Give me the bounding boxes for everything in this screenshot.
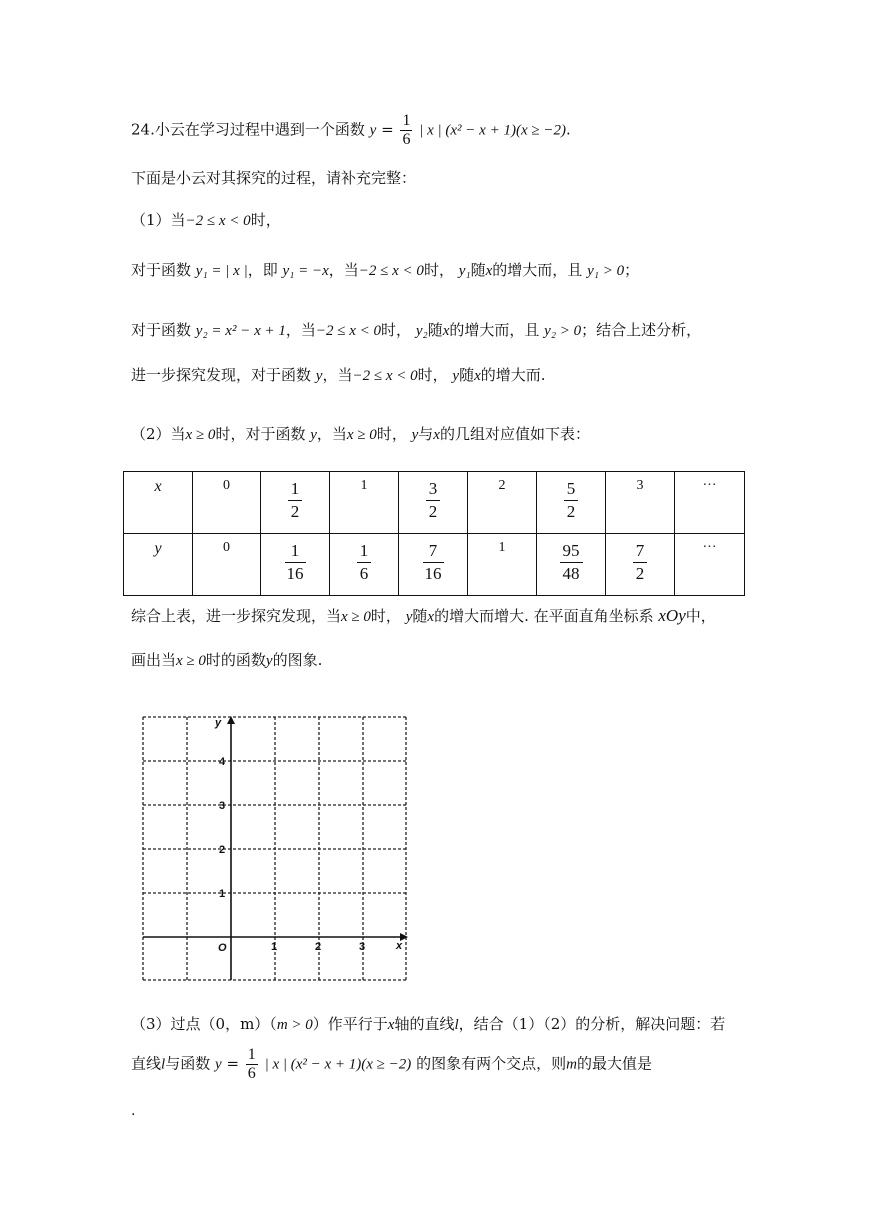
frac-den: 2 (635, 564, 645, 583)
x-cell: 3 (606, 472, 675, 534)
frac-den: 2 (428, 502, 438, 521)
x-row (124, 472, 745, 534)
frac-den: 2 (566, 502, 576, 521)
part1-heading (131, 210, 281, 231)
p3-l2-y: y (214, 1056, 222, 1073)
frac-den: 6 (359, 564, 369, 583)
p3-l2-m1: l (161, 1056, 166, 1073)
p2-m3: x ≥ 0 (346, 427, 377, 443)
func-rest: | x | (x² − x + 1)(x ≥ −2) (419, 122, 566, 139)
at-m3: x (427, 609, 435, 625)
at-t1: 综合上表，进一步探究发现，当 (131, 607, 342, 625)
frac-num: 1 (285, 540, 306, 563)
part2-line (131, 424, 590, 445)
x-fraction (564, 478, 579, 523)
p1b-t6: ；结合上述分析， (581, 321, 702, 339)
dl-t3: 的图象. (272, 651, 323, 669)
p1-cond: −2 ≤ x < 0 (185, 213, 251, 229)
p1a-m6: y₁ > 0 (587, 263, 625, 279)
p1c-m4: x (474, 368, 481, 384)
x-cell: 1 (330, 472, 399, 534)
x-cell (399, 472, 468, 534)
p3-frac-num: 1 (247, 1046, 256, 1063)
p3-m3: l (454, 1017, 459, 1033)
p3-t1: （3）过点（0，m）（ (131, 1015, 277, 1033)
p1b-t2: ，当 (285, 321, 316, 339)
dl-t1: 画出当 (131, 651, 177, 669)
x-tick-1: 1 (271, 941, 278, 953)
part3-line-2 (131, 1046, 652, 1083)
frac-num: 95 (560, 540, 583, 563)
after-table-line (131, 606, 716, 627)
y-axis-label: y (215, 717, 222, 729)
p1a-t4: 时， (423, 261, 454, 279)
p3-m1: m > 0 (276, 1017, 313, 1033)
y-cell (330, 534, 399, 596)
x-fraction (426, 478, 441, 523)
p3-fraction (246, 1046, 258, 1083)
y-cell (399, 534, 468, 596)
p2-t6: 的几组对应值如下表： (439, 425, 590, 443)
p2-t1: （2）当 (131, 425, 186, 443)
at-m1: x ≥ 0 (341, 609, 371, 625)
origin-label: O (218, 942, 227, 954)
frac-den: 48 (562, 564, 580, 583)
frac-den: 6 (402, 131, 411, 148)
frac-den: 16 (286, 564, 304, 583)
p1a-m5: x (485, 263, 493, 279)
p1a-t2: ，即 (247, 261, 278, 279)
y-fraction (285, 540, 306, 585)
p3-t3: 轴的直线 (394, 1015, 455, 1033)
x-tick-3: 3 (359, 941, 366, 953)
p1a-m2: y₁ = −x (282, 263, 329, 279)
p2-m1: x ≥ 0 (185, 427, 216, 443)
at-t5: 中， (685, 607, 716, 625)
p3-l2-rest: | x | (x² − x + 1)(x ≥ −2) (264, 1056, 412, 1073)
p1a-t1: 对于函数 (131, 261, 192, 279)
end-mark: . (131, 1103, 136, 1119)
p1-head-end: 时， (250, 211, 281, 229)
p1c-t2: ，当 (322, 366, 353, 384)
p1c-m2: −2 ≤ x < 0 (352, 368, 418, 384)
at-t4: 的增大而增大. 在平面直角坐标系 (434, 607, 654, 625)
p1b-m2: −2 ≤ x < 0 (315, 323, 382, 339)
p3-frac-den: 6 (247, 1065, 256, 1082)
func-end: . (565, 120, 571, 139)
p2-t5: 与 (418, 425, 434, 443)
p2-t3: ，当 (316, 425, 347, 443)
p1c-m1: y (315, 368, 323, 384)
y-header-cell: y (124, 534, 193, 596)
x-cell: 2 (468, 472, 537, 534)
line2-text: 下面是小云对其探究的过程，请补充完整： (131, 169, 417, 187)
frac-num: 7 (423, 540, 444, 563)
p2-t4: 时， (376, 425, 407, 443)
frac-num: 1 (288, 478, 303, 501)
intro-text: 小云在学习过程中遇到一个函数 (154, 120, 365, 139)
y-cell: 0 (193, 534, 261, 596)
y-fraction (423, 540, 444, 585)
dl-t2: 时的函数 (205, 651, 266, 669)
x-axis-label: x (396, 940, 403, 952)
p1c-t4: 随 (459, 366, 475, 384)
value-table (123, 471, 745, 596)
y-fraction (357, 540, 372, 585)
p1a-t6: 的增大而，且 (492, 261, 583, 279)
y-cell: 1 (468, 534, 537, 596)
problem-statement (131, 112, 571, 149)
p3-m2: x (387, 1017, 395, 1033)
p3-t4: ，结合（1）（2）的分析，解决问题：若 (458, 1015, 726, 1033)
p2-m5: x (433, 427, 440, 443)
frac-num: 1 (357, 540, 372, 563)
p1a-m3: −2 ≤ x < 0 (358, 263, 424, 279)
p1b-m3: y₂ (415, 323, 428, 339)
p1b-t3: 时， (381, 321, 412, 339)
y-fraction (560, 540, 583, 585)
y-tick-1: 1 (219, 888, 226, 900)
p1c-m3: y (452, 368, 460, 384)
y-tick-3: 3 (219, 800, 226, 812)
p2-m2: y (310, 427, 317, 443)
p1a-t3: ，当 (328, 261, 359, 279)
dl-m2: y (265, 653, 273, 669)
x-fraction (288, 478, 303, 523)
p3-l2-t3: 的图象有两个交点，则 (416, 1054, 567, 1073)
p3-l2-t2: 与函数 (165, 1054, 211, 1073)
p1a-m1: y₁ = | x | (195, 263, 248, 279)
frac-num: 1 (402, 112, 411, 129)
p3-l2-m2: m (566, 1056, 577, 1073)
draw-instruction-line (131, 650, 322, 671)
at-t3: 随 (412, 607, 428, 625)
y-cell: ··· (675, 534, 745, 596)
p1b-m4: x (442, 323, 450, 339)
p1b-m5: y₂ > 0 (544, 323, 582, 339)
func-fraction (400, 112, 412, 149)
func-y: y (369, 122, 377, 139)
frac-num: 7 (633, 540, 648, 563)
at-t2: 时， (370, 607, 401, 625)
x-cell: 0 (193, 472, 261, 534)
at-m2: y (405, 609, 413, 625)
p3-l2-t4: 的最大值是 (576, 1054, 652, 1073)
p1c-t3: 时， (417, 366, 448, 384)
part3-line-1 (131, 1014, 725, 1035)
x-cell (261, 472, 330, 534)
frac-den: 16 (424, 564, 442, 583)
p1b-t5: 的增大而，且 (449, 321, 540, 339)
p1a-t5: 随 (470, 261, 486, 279)
coordinate-grid (138, 712, 416, 982)
p2-m4: y (411, 427, 419, 443)
p1-head: （1）当 (131, 211, 186, 229)
p1c-t5: 的增大而. (480, 366, 546, 384)
p1c-t1: 进一步探究发现，对于函数 (131, 366, 312, 384)
intro-line-2 (131, 168, 416, 188)
part1-line-b (131, 320, 701, 341)
x-header-cell: x (124, 472, 193, 534)
p1b-t1: 对于函数 (131, 321, 192, 339)
p1a-m4: y₁ (458, 263, 471, 279)
y-tick-4: 4 (219, 756, 226, 768)
frac-num: 3 (426, 478, 441, 501)
y-row (124, 534, 745, 596)
problem-number: 24. (131, 120, 155, 139)
frac-den: 2 (290, 502, 300, 521)
at-m4: xOy (658, 606, 686, 625)
part1-line-a (131, 260, 639, 281)
p1a-t7: ； (624, 261, 640, 279)
y-cell (606, 534, 675, 596)
p1b-t4: 随 (427, 321, 443, 339)
y-cell (537, 534, 606, 596)
p3-t2: ）作平行于 (312, 1015, 388, 1033)
p3-l2-t1: 直线 (131, 1054, 162, 1073)
p3-l2-eq: = (226, 1054, 240, 1073)
part1-line-c (131, 365, 546, 386)
y-cell (261, 534, 330, 596)
y-tick-2: 2 (219, 844, 226, 856)
x-cell (537, 472, 606, 534)
x-tick-2: 2 (315, 941, 322, 953)
grid-svg (138, 712, 416, 982)
p1b-m1: y₂ = x² − x + 1 (195, 323, 286, 339)
func-eq: = (381, 120, 394, 139)
y-fraction (633, 540, 648, 585)
dl-m1: x ≥ 0 (176, 653, 206, 669)
frac-num: 5 (564, 478, 579, 501)
x-cell: ··· (675, 472, 745, 534)
p2-t2: 时，对于函数 (215, 425, 306, 443)
